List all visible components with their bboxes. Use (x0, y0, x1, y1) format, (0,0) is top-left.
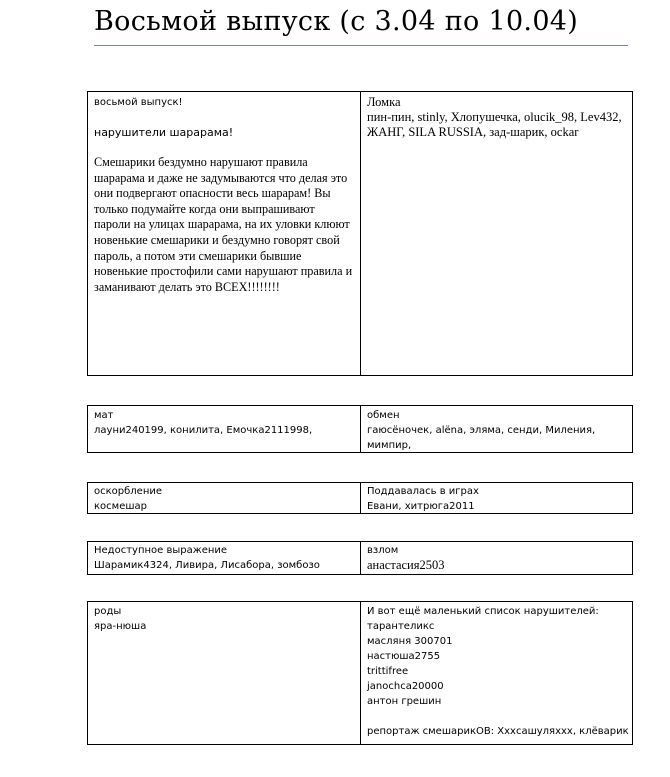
intro-text: Смешарики бездумно нарушают правила шарарама и даже не задумываются что делая это они подвергают опасности весь шарарам! Вы только подумайте когда они выпрашивают пароли на улицах шарарама, на их уловки клюют новенькие смешарики и бездумно говорят свой пароль, а потом эти смешарики бывшие новенькие простофили сами нарушают правила и заманивают делать это ВСЕХ!!!!!!!! (94, 155, 353, 294)
list-item: масляня 300701 (367, 636, 453, 647)
expression-table (87, 541, 633, 575)
hack-cell (361, 542, 632, 574)
intro-table (87, 91, 633, 376)
insult-names: космешар (94, 501, 147, 512)
page-title: Восьмой выпуск (с 3.04 по 10.04) (94, 6, 579, 37)
intro-right-cell (361, 92, 632, 375)
intro-left-cell (88, 92, 361, 375)
list-item: janochca20000 (367, 681, 444, 692)
rody-cell (88, 602, 361, 744)
mat-label: мат (94, 410, 114, 421)
list-item: тарантеликс (367, 621, 435, 632)
expression-names: Шарамик4324, Ливира, Лисабора, зомбозо (94, 560, 320, 571)
rody-table (87, 601, 633, 745)
report-line: репортаж смешарикОВ: Хххсашуляххх, клёварик (367, 726, 629, 737)
insult-label: оскорбление (94, 486, 163, 497)
mat-table (87, 405, 633, 453)
games-names: Евани, хитрюга2011 (367, 501, 475, 512)
list-item: trittifree (367, 666, 409, 677)
violators-heading: нарушители шарарама! (94, 126, 234, 139)
expression-cell (88, 542, 361, 574)
insult-table (87, 482, 633, 514)
games-cell (361, 483, 632, 513)
lomka-names: пин-пин, stinly, Хлопушечка, olucik_98, Lev432, ЖАНГ, SILA RUSSIA, зад-шарик, ockar (367, 110, 622, 139)
violators-list-cell (361, 602, 632, 744)
hack-names: анастасия2503 (367, 558, 445, 572)
exchange-cell (361, 406, 632, 452)
mat-names: лауни240199, конилита, Емочка2111998, (94, 425, 313, 436)
insult-cell (88, 483, 361, 513)
violators-list-heading: И вот ещё маленький список нарушителей: (367, 606, 599, 617)
rody-label: роды (94, 606, 122, 617)
rody-names: яра-нюша (94, 621, 147, 632)
title-underline (94, 45, 628, 46)
list-item: настюша2755 (367, 651, 441, 662)
expression-label: Недоступное выражение (94, 545, 228, 556)
issue-heading: восьмой выпуск! (94, 97, 183, 108)
list-item: антон грешин (367, 696, 442, 707)
exchange-label: обмен (367, 410, 400, 421)
lomka-heading: Ломка (367, 95, 401, 109)
exchange-names: гаюсёночек, alёna, эляма, сенди, Миления, мимпир, (367, 425, 596, 451)
mat-cell (88, 406, 361, 452)
games-label: Поддавалась в играх (367, 486, 479, 497)
hack-label: взлом (367, 545, 399, 556)
